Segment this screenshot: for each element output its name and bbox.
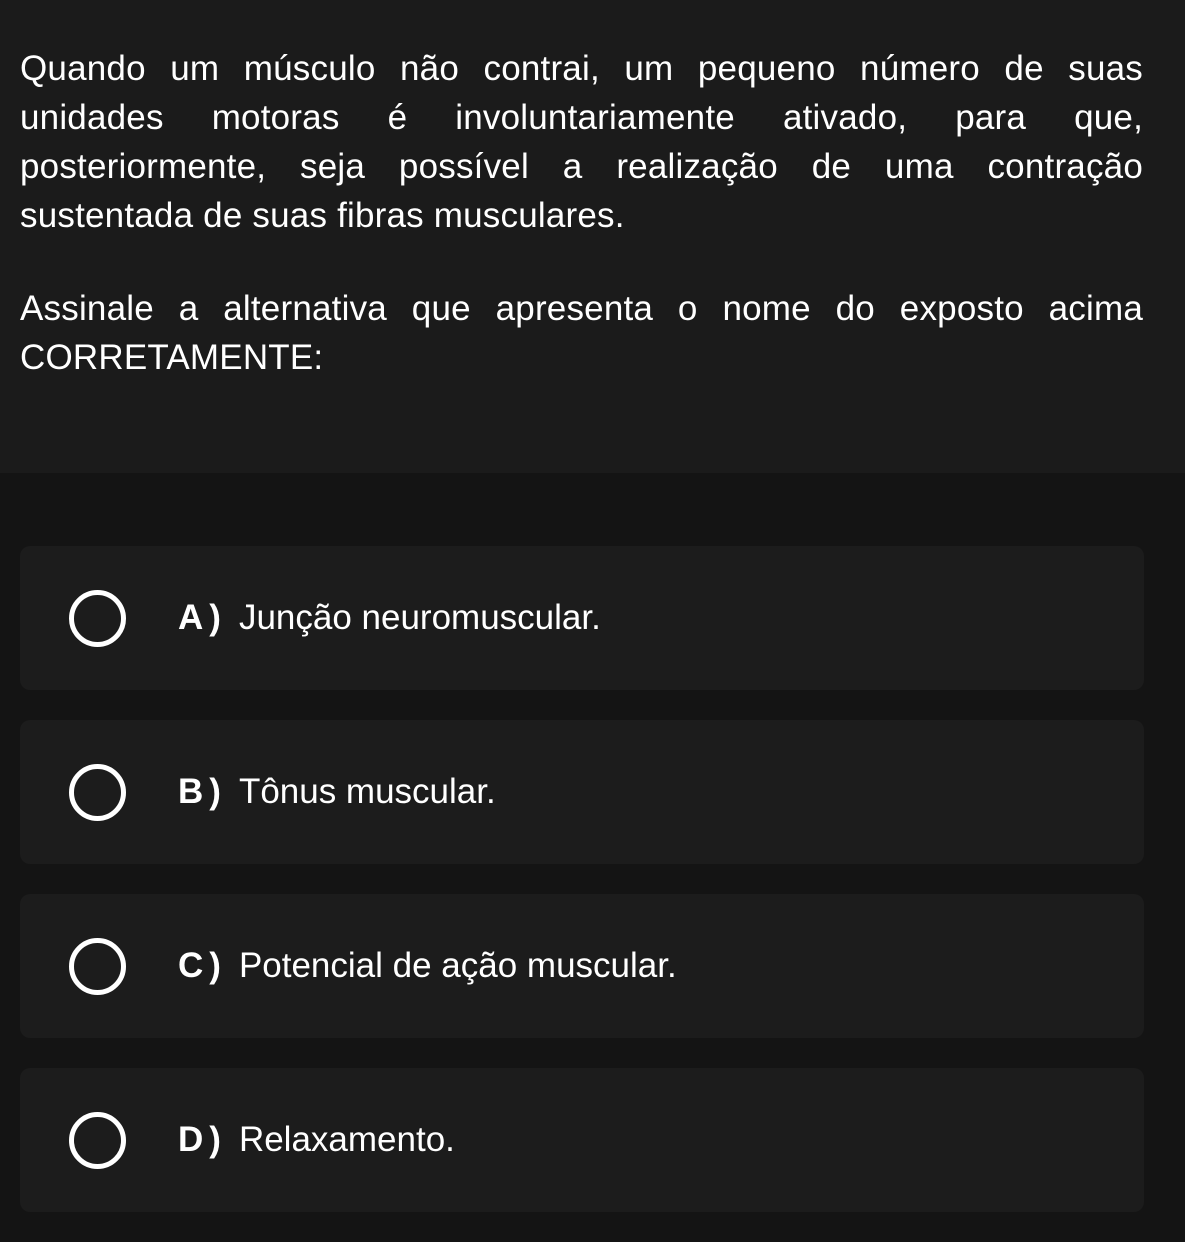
option-b[interactable] bbox=[20, 720, 1144, 864]
question-statement: Quando um músculo não contrai, um pequeno número de suas unidades motoras é involuntariamente ativado, para que, posteriormente, seja possível a realização de uma contração sustentada de suas fibras musculares. bbox=[20, 49, 1143, 235]
option-paren: ) bbox=[209, 946, 221, 985]
question-panel bbox=[0, 0, 1185, 473]
option-text: Tônus muscular. bbox=[238, 772, 496, 811]
option-a[interactable] bbox=[20, 546, 1144, 690]
option-letter: A bbox=[178, 598, 206, 637]
radio-circle-icon[interactable] bbox=[69, 764, 126, 821]
option-paren: ) bbox=[209, 598, 221, 637]
radio-circle-icon[interactable] bbox=[69, 590, 126, 647]
radio-circle-icon[interactable] bbox=[69, 938, 126, 995]
answer-options bbox=[20, 546, 1144, 1242]
option-letter: C bbox=[178, 946, 206, 985]
option-c[interactable] bbox=[20, 894, 1144, 1038]
option-paren: ) bbox=[209, 1120, 221, 1159]
option-text: Junção neuromuscular. bbox=[238, 598, 601, 637]
option-letter: D bbox=[178, 1120, 206, 1159]
question-prompt: Assinale a alternativa que apresenta o nome do exposto acima CORRETAMENTE: bbox=[20, 289, 1143, 377]
option-paren: ) bbox=[209, 772, 221, 811]
option-d[interactable] bbox=[20, 1068, 1144, 1212]
option-letter: B bbox=[178, 772, 206, 811]
option-text: Potencial de ação muscular. bbox=[238, 946, 677, 985]
option-text: Relaxamento. bbox=[238, 1120, 455, 1159]
radio-circle-icon[interactable] bbox=[69, 1112, 126, 1169]
